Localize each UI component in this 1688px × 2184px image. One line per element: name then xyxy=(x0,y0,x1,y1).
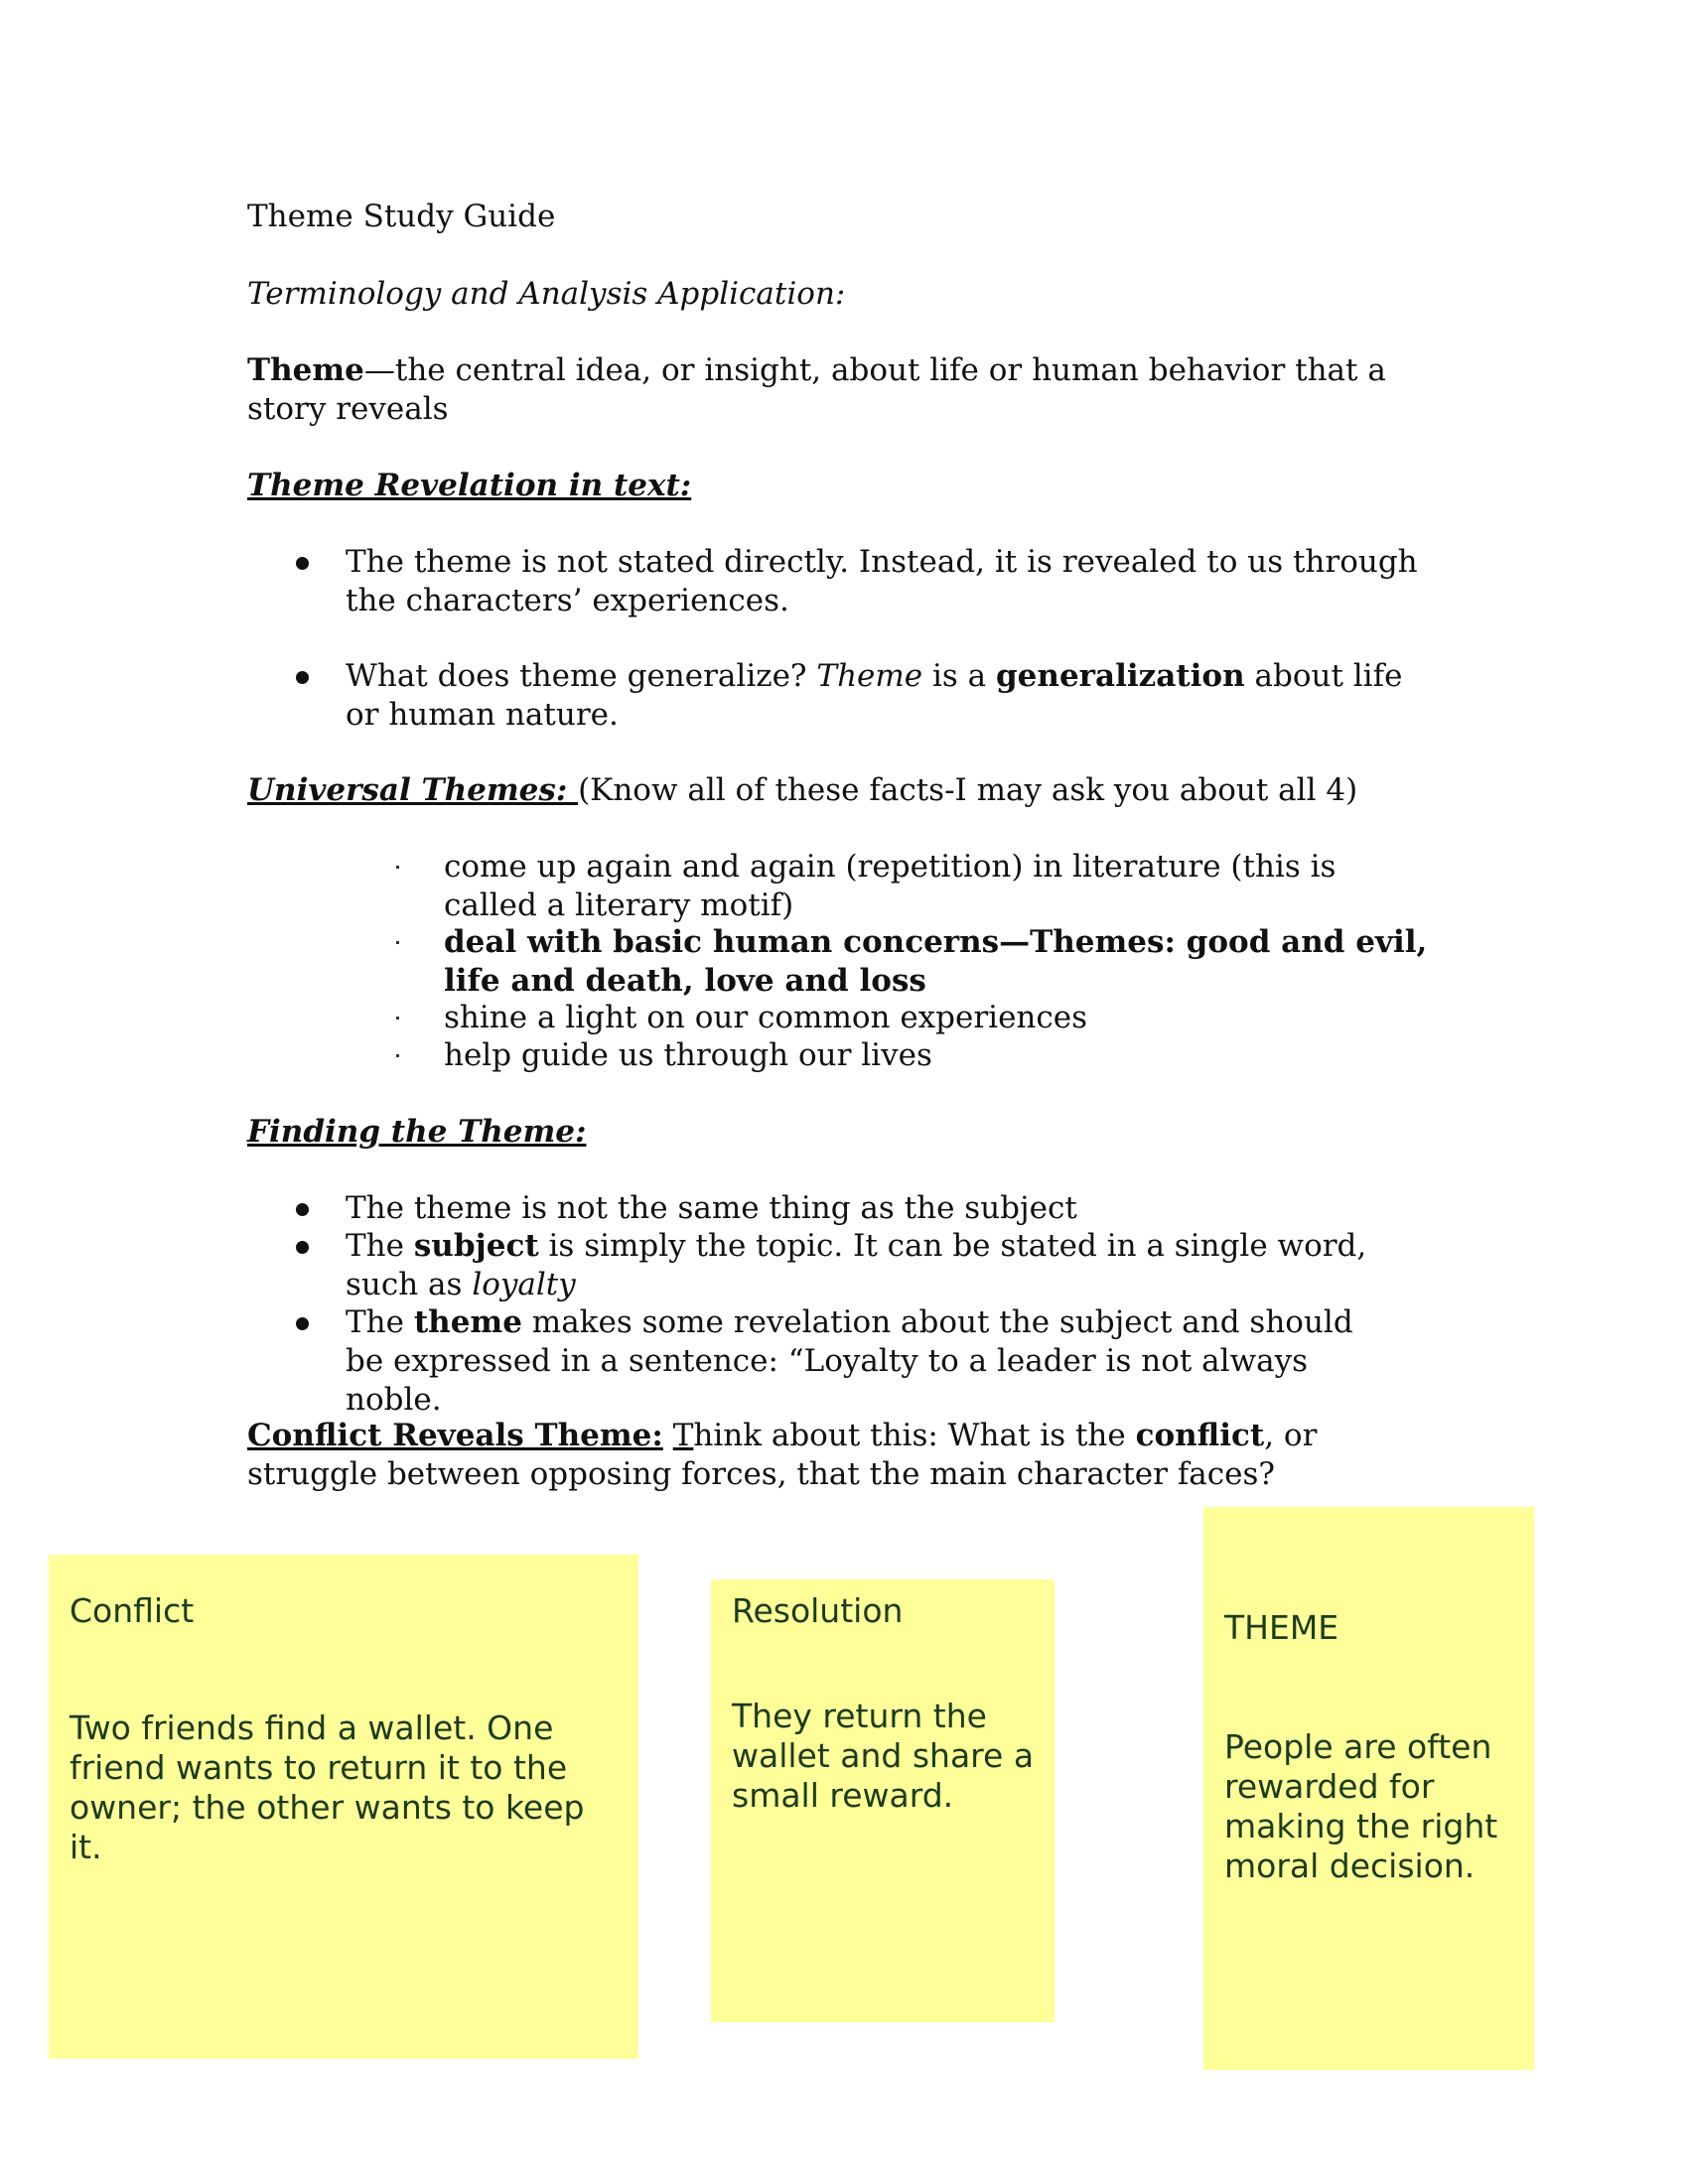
finding-item-3 xyxy=(346,1303,1368,1420)
note-title: THEME xyxy=(1224,1608,1339,1647)
bullet-2-italic: Theme xyxy=(816,658,923,694)
theme-definition xyxy=(247,351,1419,429)
finding-2-pre: The xyxy=(346,1228,414,1264)
note-title: Conflict xyxy=(70,1591,195,1630)
sticky-note-theme xyxy=(1203,1507,1534,2070)
note-body: They return the wallet and share a small reward. xyxy=(732,1697,1035,1815)
bullet-2-mid: is a xyxy=(922,658,996,694)
note-body: Two friends find a wallet. One friend wants to return it to the owner; the other wants to keep it. xyxy=(70,1708,585,1866)
note-body: People are often rewarded for making the right moral decision. xyxy=(1224,1727,1498,1885)
bullet-icon xyxy=(296,1203,309,1216)
universal-heading: Universal Themes: xyxy=(247,772,579,808)
finding-2-post: is simply the topic. It can be stated in a single word, such as xyxy=(346,1228,1367,1302)
universal-line xyxy=(247,771,1357,810)
conflict-heading: Conflict Reveals Theme: xyxy=(247,1418,663,1453)
sticky-note-conflict xyxy=(49,1555,638,2059)
revelation-heading: Theme Revelation in text: xyxy=(247,468,692,503)
small-bullet-icon xyxy=(396,1054,399,1057)
conflict-post: , or struggle between opposing forces, that the main character faces? xyxy=(247,1418,1318,1492)
revelation-bullet-2 xyxy=(346,657,1438,735)
bullet-2-pre: What does theme generalize? xyxy=(346,658,817,694)
finding-item-1: The theme is not the same thing as the subject xyxy=(346,1190,1077,1226)
universal-item-1: come up again and again (repetition) in literature (this is called a literary motif) xyxy=(444,849,1336,923)
finding-3-bold: theme xyxy=(413,1304,522,1340)
finding-heading: Finding the Theme: xyxy=(247,1114,587,1150)
conflict-paragraph xyxy=(247,1417,1339,1494)
finding-3-post: makes some revelation about the subject and should be expressed in a sentence: “Loyalty to a leader is not always noble. xyxy=(346,1304,1353,1418)
finding-2-bold: subject xyxy=(413,1228,539,1264)
bullet-2-post: about life or human nature. xyxy=(346,658,1403,733)
universal-item-2: deal with basic human concerns—Themes: good and evil, life and death, love and loss xyxy=(444,924,1428,999)
sticky-note-resolution xyxy=(711,1579,1055,2022)
definition-text: —the central idea, or insight, about life or human behavior that a story reveals xyxy=(247,352,1386,427)
finding-3-pre: The xyxy=(346,1304,414,1340)
conflict-pre: hink about this: What is the xyxy=(693,1418,1136,1453)
finding-2-italic: loyalty xyxy=(472,1267,576,1302)
document-subtitle: Terminology and Analysis Application: xyxy=(247,276,846,312)
universal-item-4: help guide us through our lives xyxy=(444,1037,932,1073)
document-title: Theme Study Guide xyxy=(247,199,556,234)
conflict-bold: conflict xyxy=(1135,1418,1265,1453)
small-bullet-icon xyxy=(396,1017,399,1020)
bullet-icon xyxy=(296,671,309,684)
bullet-2-bold: generalization xyxy=(996,658,1245,694)
bullet-icon xyxy=(296,1241,309,1254)
small-bullet-icon xyxy=(396,866,399,869)
note-title: Resolution xyxy=(732,1591,904,1630)
revelation-bullet-1: The theme is not stated directly. Instead, it is revealed to us through the characters’ experiences. xyxy=(346,544,1418,618)
universal-item-3: shine a light on our common experiences xyxy=(444,1000,1088,1035)
definition-term: Theme xyxy=(247,352,364,388)
small-bullet-icon xyxy=(396,941,399,944)
conflict-t-char: T xyxy=(672,1418,694,1453)
bullet-icon xyxy=(296,557,309,570)
universal-note: (Know all of these facts-I may ask you about all 4) xyxy=(578,772,1358,808)
bullet-icon xyxy=(296,1317,309,1330)
finding-item-2 xyxy=(346,1227,1378,1304)
